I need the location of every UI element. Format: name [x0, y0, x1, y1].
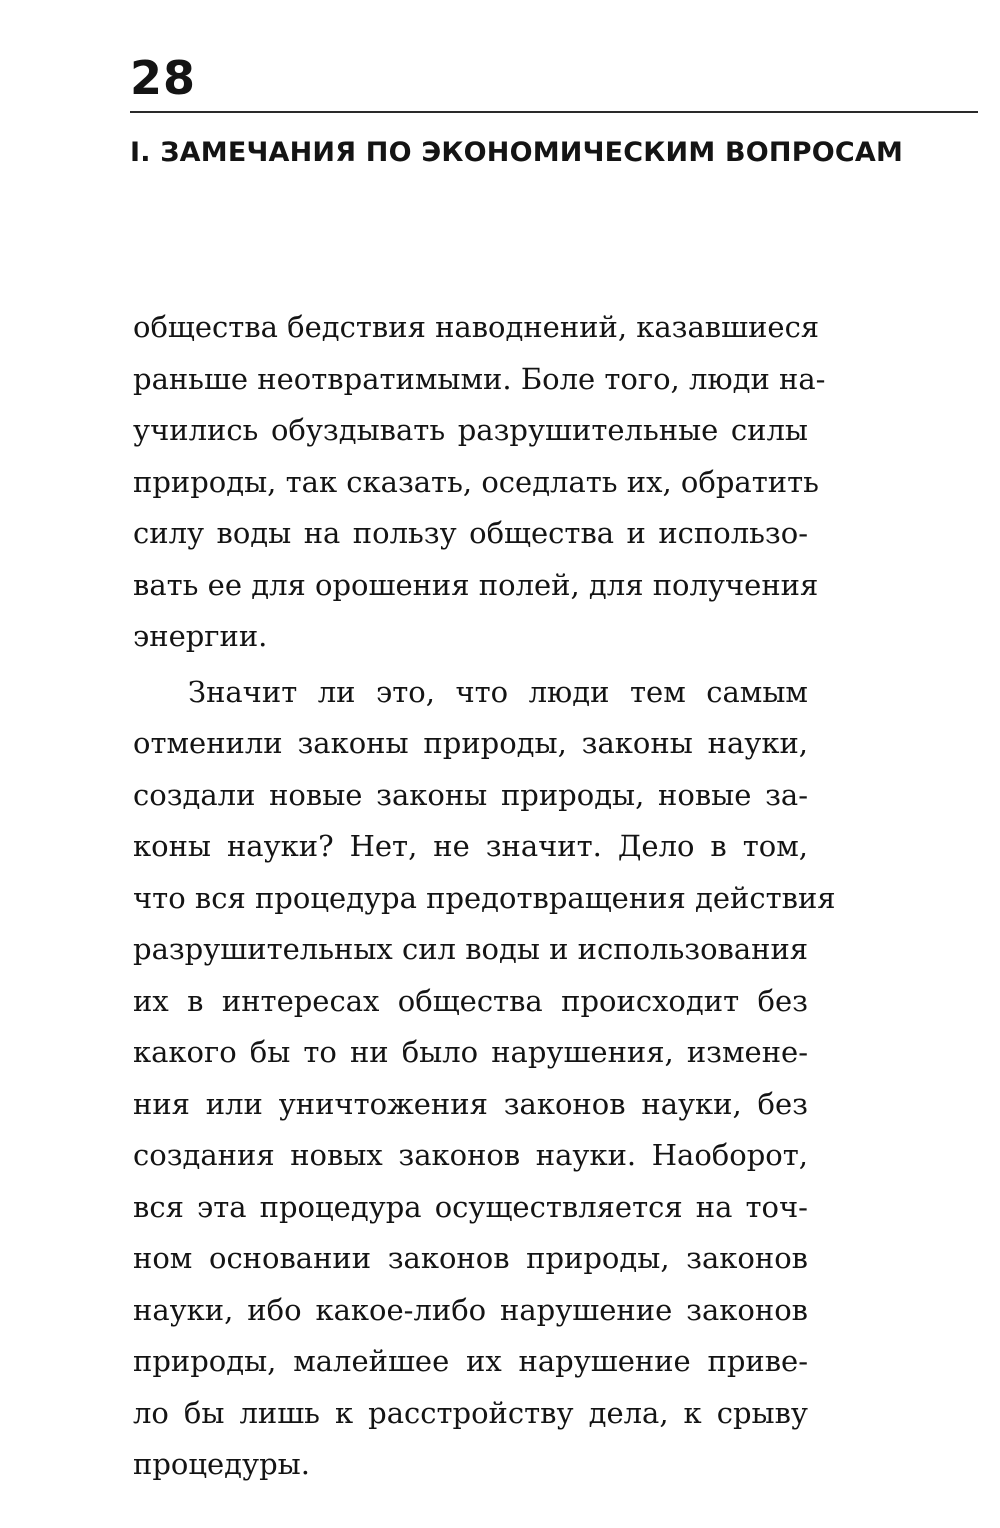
paragraph-1 — [133, 302, 826, 663]
text-line: науки, ибо какое-либо нарушение законов — [133, 1292, 808, 1327]
text-line: раньше неотвратимыми. Боле того, люди на- — [133, 361, 826, 396]
running-title: I. ЗАМЕЧАНИЯ ПО ЭКОНОМИЧЕСКИМ ВОПРОСАМ — [130, 137, 904, 168]
text-line: природы, так сказать, оседлать их, обратить — [133, 464, 819, 499]
text-line: ло бы лишь к расстройству дела, к срыву — [133, 1395, 808, 1430]
text-line: разрушительных сил воды и использования — [133, 932, 809, 966]
text-line: общества бедствия наводнений, казавшиеся — [133, 310, 820, 344]
text-line: что вся процедура предотвращения действия — [133, 880, 836, 915]
page-number: 28 — [130, 51, 197, 105]
text-line: их в интересах общества происходит без — [133, 983, 808, 1018]
text-line: создания новых законов науки. Наоборот, — [133, 1138, 808, 1172]
text-line: отменили законы природы, законы науки, — [133, 726, 808, 760]
text-line: учились обуздывать разрушительные силы — [133, 413, 808, 447]
text-line: вать ее для орошения полей, для получения — [133, 567, 819, 602]
text-line: процедуры. — [133, 1447, 310, 1481]
text-line: природы, малейшее их нарушение приве- — [133, 1344, 808, 1378]
text-line: какого бы то ни было нарушения, измене- — [133, 1035, 808, 1069]
text-line: энергии. — [133, 619, 268, 653]
text-line: вся эта процедура осуществляется на точ- — [133, 1189, 808, 1224]
text-line: силу воды на пользу общества и использо- — [133, 516, 808, 550]
body-text — [133, 302, 836, 1491]
paragraph-2 — [133, 667, 836, 1491]
text-line: ном основании законов природы, законов — [133, 1241, 808, 1275]
text-line: Значит ли это, что люди тем самым — [188, 674, 808, 709]
text-line: коны науки? Нет, не значит. Дело в том, — [133, 829, 808, 863]
text-line: ния или уничтожения законов науки, без — [133, 1086, 808, 1121]
header-rule — [130, 111, 978, 113]
text-line: создали новые законы природы, новые за- — [133, 777, 808, 812]
